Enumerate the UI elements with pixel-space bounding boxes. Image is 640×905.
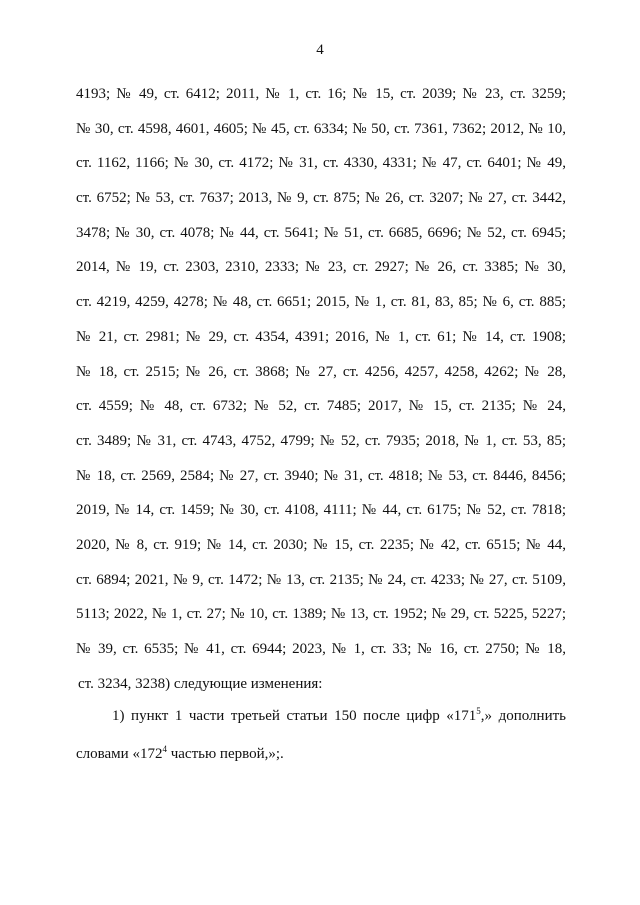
text-line: 2019, № 14, ст. 1459; № 30, ст. 4108, 4111; № 44, ст. 6175; № 52, ст. 7818; [76,502,566,519]
text-line: 3478; № 30, ст. 4078; № 44, ст. 5641; № 51, ст. 6685, 6696; № 52, ст. 6945; [76,224,566,241]
text-line: 5113; 2022, № 1, ст. 27; № 10, ст. 1389; № 13, ст. 1952; № 29, ст. 5225, 5227; [76,606,566,623]
text-line: ст. 4559; № 48, ст. 6732; № 52, ст. 7485; 2017, № 15, ст. 2135; № 24, [76,398,566,415]
text-line: № 21, ст. 2981; № 29, ст. 4354, 4391; 2016, № 1, ст. 61; № 14, ст. 1908; [76,328,566,345]
text-line: № 30, ст. 4598, 4601, 4605; № 45, ст. 6334; № 50, ст. 7361, 7362; 2012, № 10, [76,120,566,137]
text-line: ст. 6752; № 53, ст. 7637; 2013, № 9, ст. 875; № 26, ст. 3207; № 27, ст. 3442, [76,190,566,207]
paragraph-line [76,746,566,763]
superscript: 5 [476,706,481,716]
page-number: 4 [316,42,324,58]
paragraph-text: словами «172 [76,746,163,762]
paragraph-text: частью первой,»;. [166,746,284,762]
paragraph-text: ,» дополнить [480,708,566,724]
paragraph-text: 1) пункт 1 части третьей статьи 150 после цифр «171 [112,708,477,724]
text-line: № 18, ст. 2515; № 26, ст. 3868; № 27, ст. 4256, 4257, 4258, 4262; № 28, [76,363,566,380]
amendment-paragraph [76,708,566,763]
text-line: 2014, № 19, ст. 2303, 2310, 2333; № 23, ст. 2927; № 26, ст. 3385; № 30, [76,259,566,276]
text-line: ст. 6894; 2021, № 9, ст. 1472; № 13, ст. 2135; № 24, ст. 4233; № 27, ст. 5109, [76,571,566,588]
text-line: № 18, ст. 2569, 2584; № 27, ст. 3940; № 31, ст. 4818; № 53, ст. 8446, 8456; [76,467,566,484]
body-text [76,86,566,710]
text-line: 2020, № 8, ст. 919; № 14, ст. 2030; № 15, ст. 2235; № 42, ст. 6515; № 44, [76,536,566,553]
text-line: ст. 3234, 3238) следующие изменения: [78,675,323,692]
text-line: 4193; № 49, ст. 6412; 2011, № 1, ст. 16; № 15, ст. 2039; № 23, ст. 3259; [76,86,566,102]
paragraph-line [76,708,566,746]
text-line: ст. 4219, 4259, 4278; № 48, ст. 6651; 2015, № 1, ст. 81, 83, 85; № 6, ст. 885; [76,294,566,311]
text-line: ст. 3489; № 31, ст. 4743, 4752, 4799; № 52, ст. 7935; 2018, № 1, ст. 53, 85; [76,432,566,449]
text-line: ст. 1162, 1166; № 30, ст. 4172; № 31, ст. 4330, 4331; № 47, ст. 6401; № 49, [76,155,566,172]
text-line: № 39, ст. 6535; № 41, ст. 6944; 2023, № 1, ст. 33; № 16, ст. 2750; № 18, [76,641,566,657]
superscript: 4 [162,744,167,754]
